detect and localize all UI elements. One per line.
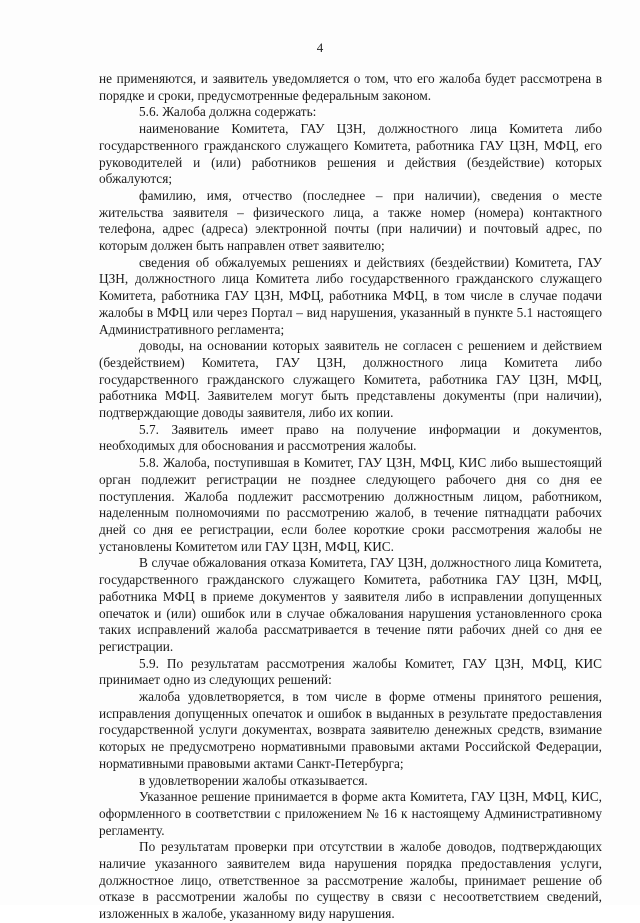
paragraph-decision-form: Указанное решение принимается в форме акта Комитета, ГАУ ЦЗН, МФЦ, КИС, оформленного в соответствии с приложением № 16 к настоящему Административному регламенту. bbox=[99, 789, 602, 838]
paragraph-decision-satisfied: жалоба удовлетворяется, в том числе в форме отмены принятого решения, исправления допущенных опечаток и ошибок в выданных в результате предоставления государственной услуги документах, возврата заявителю денежных средств, взимание которых не предусмотрено нормативными правовыми актами Российской Федерации, нормативными правовыми актами Санкт-Петербурга; bbox=[99, 689, 602, 771]
paragraph-check-results: По результатам проверки при отсутствии в жалобе доводов, подтверждающих наличие указанного заявителем вида нарушения порядка предоставления услуги, должностное лицо, ответственное за рассмотрение жалобы, принимает решение об отказе в рассмотрении жалобы по существу в связи с несоответствием сведений, изложенных в жалобе, указанному виду нарушения. bbox=[99, 839, 602, 922]
paragraph-5-6-heading: 5.6. Жалоба должна содержать: bbox=[139, 104, 317, 120]
paragraph-item-decisions: сведения об обжалуемых решениях и действиях (бездействии) Комитета, ГАУ ЦЗН, должностного лица Комитета либо государственного гражданского служащего Комитета, работника ГАУ ЦЗН, МФЦ, работника МФЦ, в том числе в случае подачи жалобы в МФЦ или через Портал – вид нарушения, указанный в пункте 5.1 настоящего Административного регламента; bbox=[99, 254, 602, 337]
paragraph-continuation: не применяются, и заявитель уведомляется о том, что его жалоба будет рассмотрена в порядке и сроки, предусмотренные федеральным законом. bbox=[99, 71, 602, 103]
paragraph-item-arguments: доводы, на основании которых заявитель не согласен с решением и действием (бездействием) Комитета, ГАУ ЦЗН, должностного лица Комитета либо государственного гражданского служащего Комитета, работника ГАУ ЦЗН, МФЦ, работника МФЦ. Заявителем могут быть представлены документы (при наличии), подтверждающие доводы заявителя, либо их копии. bbox=[99, 338, 602, 421]
paragraph-item-name: наименование Комитета, ГАУ ЦЗН, должностного лица Комитета либо государственного гражданского служащего Комитета, работника ГАУ ЦЗН, МФЦ, его руководителей и (или) работников решения и действия (бездействие) которых обжалуются; bbox=[99, 121, 602, 187]
paragraph-5-8: 5.8. Жалоба, поступившая в Комитет, ГАУ ЦЗН, МФЦ, КИС либо вышестоящий орган подлежит регистрации не позднее следующего рабочего дня со дня ее поступления. Жалоба подлежит рассмотрению должностным лицом, работником, наделенным полномочиями по рассмотрению жалоб, в течение пятнадцати рабочих дней со дня ее регистрации, если более короткие сроки рассмотрения жалобы не установлены Комитетом или ГАУ ЦЗН, МФЦ, КИС. bbox=[99, 455, 602, 554]
document-body bbox=[99, 71, 602, 923]
page-number: 4 bbox=[316, 40, 324, 55]
paragraph-5-8-refusal: В случае обжалования отказа Комитета, ГАУ ЦЗН, должностного лица Комитета, государственного гражданского служащего Комитета, работника ГАУ ЦЗН, МФЦ, работника МФЦ в приеме документов у заявителя либо в исправлении допущенных опечаток и (или) ошибок или в случае обжалования нарушения установленного срока таких исправлений жалоба рассматривается в течение пяти рабочих дней со дня ее регистрации. bbox=[99, 555, 602, 654]
paragraph-5-7: 5.7. Заявитель имеет право на получение информации и документов, необходимых для обоснования и рассмотрения жалобы. bbox=[99, 421, 602, 454]
paragraph-item-applicant-info: фамилию, имя, отчество (последнее – при наличии), сведения о месте жительства заявителя – физического лица, а также номер (номера) контактного телефона, адрес (адреса) электронной почты (при наличии) и почтовый адрес, по которым должен быть направлен ответ заявителю; bbox=[99, 187, 602, 254]
paragraph-5-9: 5.9. По результатам рассмотрения жалобы Комитет, ГАУ ЦЗН, МФЦ, КИС принимает одно из следующих решений: bbox=[99, 655, 602, 688]
paragraph-decision-refused: в удовлетворении жалобы отказывается. bbox=[139, 772, 368, 788]
